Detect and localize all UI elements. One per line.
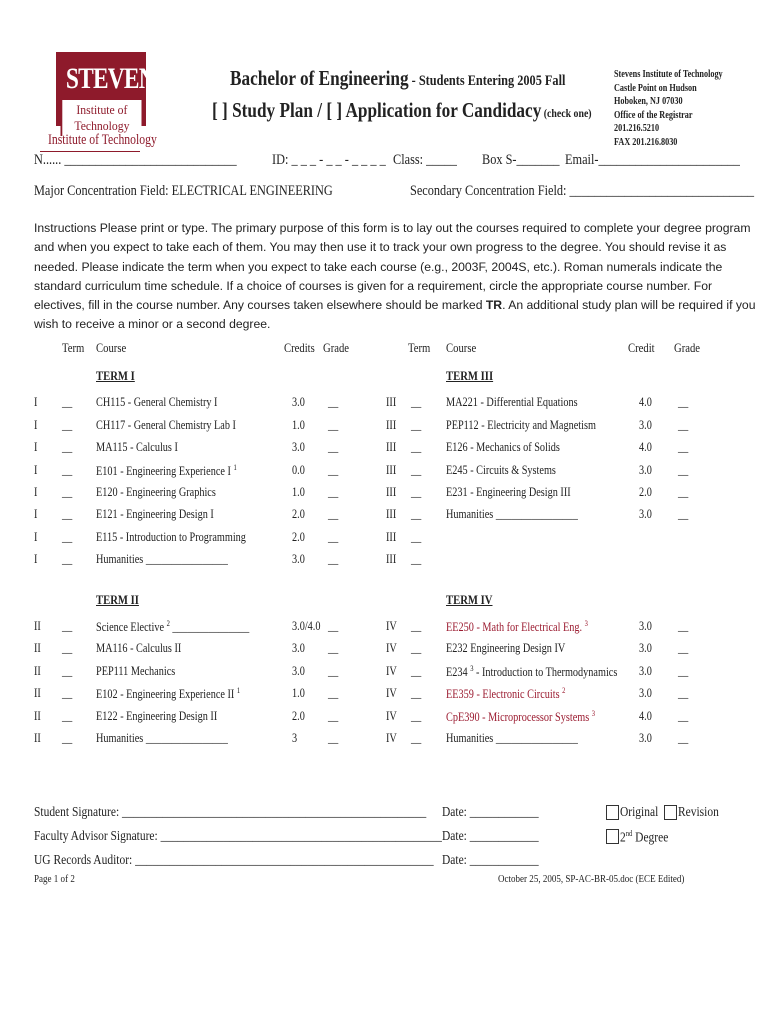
term1-course: CH115 - General Chemistry I <box>96 395 218 409</box>
term2-blank[interactable]: __ <box>62 686 73 700</box>
title-sub: - Students Entering 2005 Fall <box>408 73 566 89</box>
term3-credits: 4.0 <box>639 395 652 409</box>
term2-blank[interactable]: __ <box>62 664 73 678</box>
term3-grade[interactable]: __ <box>678 440 689 454</box>
term1-course: E115 - Introduction to Programming <box>96 530 246 544</box>
logo-subtitle: Institute of Technology <box>61 100 142 136</box>
term3-grade[interactable]: __ <box>678 418 689 432</box>
term1-grade[interactable]: __ <box>328 507 339 521</box>
term3-grade[interactable]: __ <box>678 485 689 499</box>
term4-blank[interactable]: __ <box>411 641 422 655</box>
term3-credits: 3.0 <box>639 418 652 432</box>
term3-num: III <box>386 552 397 566</box>
term2-credits: 3 <box>292 731 298 745</box>
term3-credits: 3.0 <box>639 463 652 477</box>
term1-credits: 3.0 <box>292 552 305 566</box>
term1-credits: 3.0 <box>292 395 305 409</box>
degree-suffix: nd <box>625 829 633 838</box>
term2-grade[interactable]: __ <box>328 686 339 700</box>
class-field[interactable]: Class: _____ <box>393 152 457 168</box>
advisor-date[interactable]: Date: ____________ <box>442 829 539 844</box>
course-blank: _______________ <box>169 620 250 635</box>
term2-num: II <box>34 686 41 700</box>
term2-grade[interactable]: __ <box>328 731 339 745</box>
term1-grade[interactable]: __ <box>328 463 339 477</box>
instructions <box>34 219 756 335</box>
term4-course <box>446 709 595 725</box>
term4-course: E232 Engineering Design IV <box>446 641 566 655</box>
term1-credits: 1.0 <box>292 418 305 432</box>
term3-num: III <box>386 440 397 454</box>
revision-checkbox[interactable] <box>664 805 677 820</box>
term4-grade[interactable]: __ <box>678 731 689 745</box>
check-one-note: (check one) <box>541 106 592 120</box>
term2-blank[interactable]: __ <box>62 731 73 745</box>
term3-blank[interactable]: __ <box>411 530 422 544</box>
col-credits-left: Credits <box>284 340 315 355</box>
term1-blank[interactable]: __ <box>62 418 73 432</box>
term2-course <box>96 686 240 702</box>
term4-blank[interactable]: __ <box>411 686 422 700</box>
term4-num: IV <box>386 619 397 633</box>
term3-course: MA221 - Differential Equations <box>446 395 578 409</box>
address-line: 201.216.5210 <box>614 123 660 134</box>
term2-blank[interactable]: __ <box>62 619 73 633</box>
title-main: Bachelor of Engineering <box>230 66 409 90</box>
term2-credits: 3.0/4.0 <box>292 619 321 633</box>
term3-credits: 3.0 <box>639 507 652 521</box>
course-title: - Introduction to Thermodynamics <box>473 665 618 680</box>
col-course-right: Course <box>446 340 477 355</box>
term4-credits: 4.0 <box>639 709 652 723</box>
col-term-right: Term <box>408 340 431 355</box>
course-name: EE359 - Electronic Circuits <box>446 687 560 702</box>
term4-grade[interactable]: __ <box>678 641 689 655</box>
term4-num: IV <box>386 709 397 723</box>
term1-blank[interactable]: __ <box>62 463 73 477</box>
col-grade-right: Grade <box>674 340 701 355</box>
box-field[interactable]: Box S-_______ <box>482 152 560 168</box>
footnote-mark: 1 <box>233 463 237 472</box>
term3-blank[interactable]: __ <box>411 507 422 521</box>
course-name: E101 - Engineering Experience I <box>96 464 231 479</box>
footnote-mark: 1 <box>236 686 241 695</box>
term4-grade[interactable]: __ <box>678 664 689 678</box>
term1-blank[interactable]: __ <box>62 530 73 544</box>
form-subtitle <box>212 98 592 123</box>
course-name: Science Elective <box>96 620 165 635</box>
term4-credits: 3.0 <box>639 619 652 633</box>
term1-blank[interactable]: __ <box>62 552 73 566</box>
tr-marker: TR <box>485 298 503 313</box>
address-line: Hoboken, NJ 07030 <box>614 96 683 107</box>
term3-blank[interactable]: __ <box>411 552 422 566</box>
term1-blank[interactable]: __ <box>62 507 73 521</box>
term3-num: III <box>386 485 397 499</box>
address-line: Office of the Registrar <box>614 109 693 121</box>
term1-num: I <box>34 463 38 477</box>
term2-credits: 3.0 <box>292 664 305 678</box>
degree-word: Degree <box>632 830 669 846</box>
term4-credits: 3.0 <box>639 641 652 655</box>
term3-blank[interactable]: __ <box>411 485 422 499</box>
term3-blank[interactable]: __ <box>411 395 422 409</box>
term1-num: I <box>34 485 38 499</box>
term4-credits: 3.0 <box>639 686 652 700</box>
term2-course: MA116 - Calculus II <box>96 641 182 655</box>
name-field[interactable]: N...... ____________________________ <box>34 152 237 168</box>
term1-num: I <box>34 395 38 409</box>
term3-course: E126 - Mechanics of Solids <box>446 440 560 454</box>
term2-num: II <box>34 709 41 723</box>
address-line: Stevens Institute of Technology <box>614 69 723 80</box>
address-line: FAX 201.216.8030 <box>614 136 678 148</box>
footnote-mark: 3 <box>470 664 474 673</box>
original-checkbox[interactable] <box>606 805 619 820</box>
term4-blank[interactable]: __ <box>411 619 422 633</box>
term1-grade[interactable]: __ <box>328 530 339 544</box>
course-name: EE250 - Math for Electrical Eng. <box>446 620 583 635</box>
term1-num: I <box>34 530 38 544</box>
term2-grade[interactable]: __ <box>328 619 339 633</box>
term2-course[interactable]: Humanities ________________ <box>96 731 228 745</box>
student-signature[interactable]: Student Signature: _____________________________________________________ <box>34 805 427 820</box>
instructions-text: Instructions Please print or type. The primary purpose of this form is to lay out the courses required to complete your degree program and when you expect to take each of them. You may then use it to track your own progress to the degree. You should revise it as needed. Please indicate the term when you expect to take each course (e.g., 2003F, 2004S, etc.). Roman numerals indicate the standard curriculum time schedule. If a choice of courses is given for a requirement, circle the appropriate course number. For electives, fill in the course number. Any courses taken elsewhere should be marked <box>34 221 751 313</box>
term4-num: IV <box>386 686 397 700</box>
footnote-mark: 2 <box>562 686 566 695</box>
footnote-mark: 3 <box>584 619 588 628</box>
term1-course: E121 - Engineering Design I <box>96 507 214 521</box>
term2-credits: 3.0 <box>292 641 305 655</box>
term1-grade[interactable]: __ <box>328 485 339 499</box>
page-number: Page 1 of 2 <box>34 873 75 885</box>
term3-course: E231 - Engineering Design III <box>446 485 571 499</box>
term2-num: II <box>34 641 41 655</box>
second-degree-checkbox[interactable] <box>606 829 619 844</box>
term3-course: PEP112 - Electricity and Magnetism <box>446 418 596 432</box>
course-name: CpE390 - Microprocessor Systems <box>446 710 590 725</box>
term1-credits: 3.0 <box>292 440 305 454</box>
term2-grade[interactable]: __ <box>328 709 339 723</box>
id-field[interactable]: ID: _ _ _ - _ _ - _ _ _ _ <box>272 152 386 168</box>
term2-num: II <box>34 731 41 745</box>
term2-credits: 1.0 <box>292 686 305 700</box>
term2-course: E122 - Engineering Design II <box>96 709 218 723</box>
term1-num: I <box>34 440 38 454</box>
term2-heading: TERM II <box>96 592 139 607</box>
term3-course[interactable]: Humanities ________________ <box>446 507 578 521</box>
major-field <box>34 183 333 200</box>
col-course-left: Course <box>96 340 127 355</box>
major-value: ELECTRICAL ENGINEERING <box>171 183 333 199</box>
auditor-date[interactable]: Date: ____________ <box>442 853 539 868</box>
term4-credits: 3.0 <box>639 731 652 745</box>
term3-grade[interactable]: __ <box>678 463 689 477</box>
term3-num: III <box>386 395 397 409</box>
student-date[interactable]: Date: ____________ <box>442 805 539 820</box>
term3-blank[interactable]: __ <box>411 440 422 454</box>
term4-course <box>446 619 588 635</box>
term2-course: PEP111 Mechanics <box>96 664 176 678</box>
second-degree-label <box>620 829 668 847</box>
term4-blank[interactable]: __ <box>411 664 422 678</box>
col-grade-left: Grade <box>323 340 350 355</box>
term2-num: II <box>34 664 41 678</box>
term3-course: E245 - Circuits & Systems <box>446 463 556 477</box>
term2-grade[interactable]: __ <box>328 664 339 678</box>
term1-blank[interactable]: __ <box>62 440 73 454</box>
term3-num: III <box>386 507 397 521</box>
term1-course: MA115 - Calculus I <box>96 440 178 454</box>
advisor-signature[interactable]: Faculty Advisor Signature: _________________________________________________ <box>34 829 442 844</box>
term3-credits: 4.0 <box>639 440 652 454</box>
secondary-field[interactable]: Secondary Concentration Field: ______________________________ <box>410 183 755 199</box>
document-reference: October 25, 2005, SP-AC-BR-05.doc (ECE Edited) <box>498 873 685 885</box>
term1-grade[interactable]: __ <box>328 440 339 454</box>
auditor-signature[interactable]: UG Records Auditor: ____________________________________________________ <box>34 853 434 868</box>
term1-num: I <box>34 418 38 432</box>
term1-course: E120 - Engineering Graphics <box>96 485 216 499</box>
term4-grade[interactable]: __ <box>678 686 689 700</box>
email-field[interactable]: Email-_______________________ <box>565 152 740 168</box>
term1-credits: 2.0 <box>292 530 305 544</box>
term2-course[interactable] <box>96 619 249 635</box>
term2-grade[interactable]: __ <box>328 641 339 655</box>
term4-credits: 3.0 <box>639 664 652 678</box>
term4-num: IV <box>386 641 397 655</box>
term1-grade[interactable]: __ <box>328 395 339 409</box>
term1-blank[interactable]: __ <box>62 395 73 409</box>
footnote-mark: 2 <box>166 619 170 628</box>
term1-credits: 1.0 <box>292 485 305 499</box>
revision-label: Revision <box>678 805 719 820</box>
term3-heading: TERM III <box>446 368 494 383</box>
term1-course: CH117 - General Chemistry Lab I <box>96 418 236 432</box>
term4-blank[interactable]: __ <box>411 709 422 723</box>
term1-credits: 0.0 <box>292 463 305 477</box>
registrar-address <box>614 68 723 149</box>
term1-heading: TERM I <box>96 368 135 383</box>
term4-course <box>446 664 617 680</box>
term1-num: I <box>34 552 38 566</box>
term3-blank[interactable]: __ <box>411 463 422 477</box>
term4-grade[interactable]: __ <box>678 619 689 633</box>
term2-num: II <box>34 619 41 633</box>
term3-grade[interactable]: __ <box>678 395 689 409</box>
term2-blank[interactable]: __ <box>62 709 73 723</box>
col-term-left: Term <box>62 340 85 355</box>
instructions-text-end: . An additional study plan will be required if you wish to receive a minor or a second degree. <box>34 298 756 332</box>
footnote-mark: 3 <box>591 709 596 718</box>
degree-number: 2 <box>620 830 626 846</box>
term1-course[interactable]: Humanities ________________ <box>96 552 228 566</box>
term1-num: I <box>34 507 38 521</box>
logo-word: STEVENS <box>65 62 168 95</box>
course-name: E102 - Engineering Experience II <box>96 687 235 702</box>
address-line: Castle Point on Hudson <box>614 82 697 94</box>
form-title <box>230 66 565 91</box>
term3-num: III <box>386 463 397 477</box>
term4-course <box>446 686 565 702</box>
term1-grade[interactable]: __ <box>328 418 339 432</box>
term3-num: III <box>386 418 397 432</box>
term2-blank[interactable]: __ <box>62 641 73 655</box>
study-plan-choice[interactable]: [ ] Study Plan / [ ] Application for Candidacy <box>212 98 542 122</box>
stevens-logo <box>56 52 168 133</box>
term1-grade[interactable]: __ <box>328 552 339 566</box>
major-label: Major Concentration Field: <box>34 183 172 199</box>
term1-credits: 2.0 <box>292 507 305 521</box>
term1-course <box>96 463 237 479</box>
term3-num: III <box>386 530 397 544</box>
original-label: Original <box>620 805 659 820</box>
logo-echo-text: Institute of Technology <box>48 132 157 148</box>
term4-heading: TERM IV <box>446 592 493 607</box>
term4-course[interactable]: Humanities ________________ <box>446 731 578 745</box>
term3-grade[interactable]: __ <box>678 507 689 521</box>
term4-blank[interactable]: __ <box>411 731 422 745</box>
course-name: E234 <box>446 665 468 680</box>
term3-blank[interactable]: __ <box>411 418 422 432</box>
term4-num: IV <box>386 664 397 678</box>
col-credit-right: Credit <box>628 340 655 355</box>
term1-blank[interactable]: __ <box>62 485 73 499</box>
term3-credits: 2.0 <box>639 485 652 499</box>
term2-credits: 2.0 <box>292 709 305 723</box>
term4-grade[interactable]: __ <box>678 709 689 723</box>
term4-num: IV <box>386 731 397 745</box>
